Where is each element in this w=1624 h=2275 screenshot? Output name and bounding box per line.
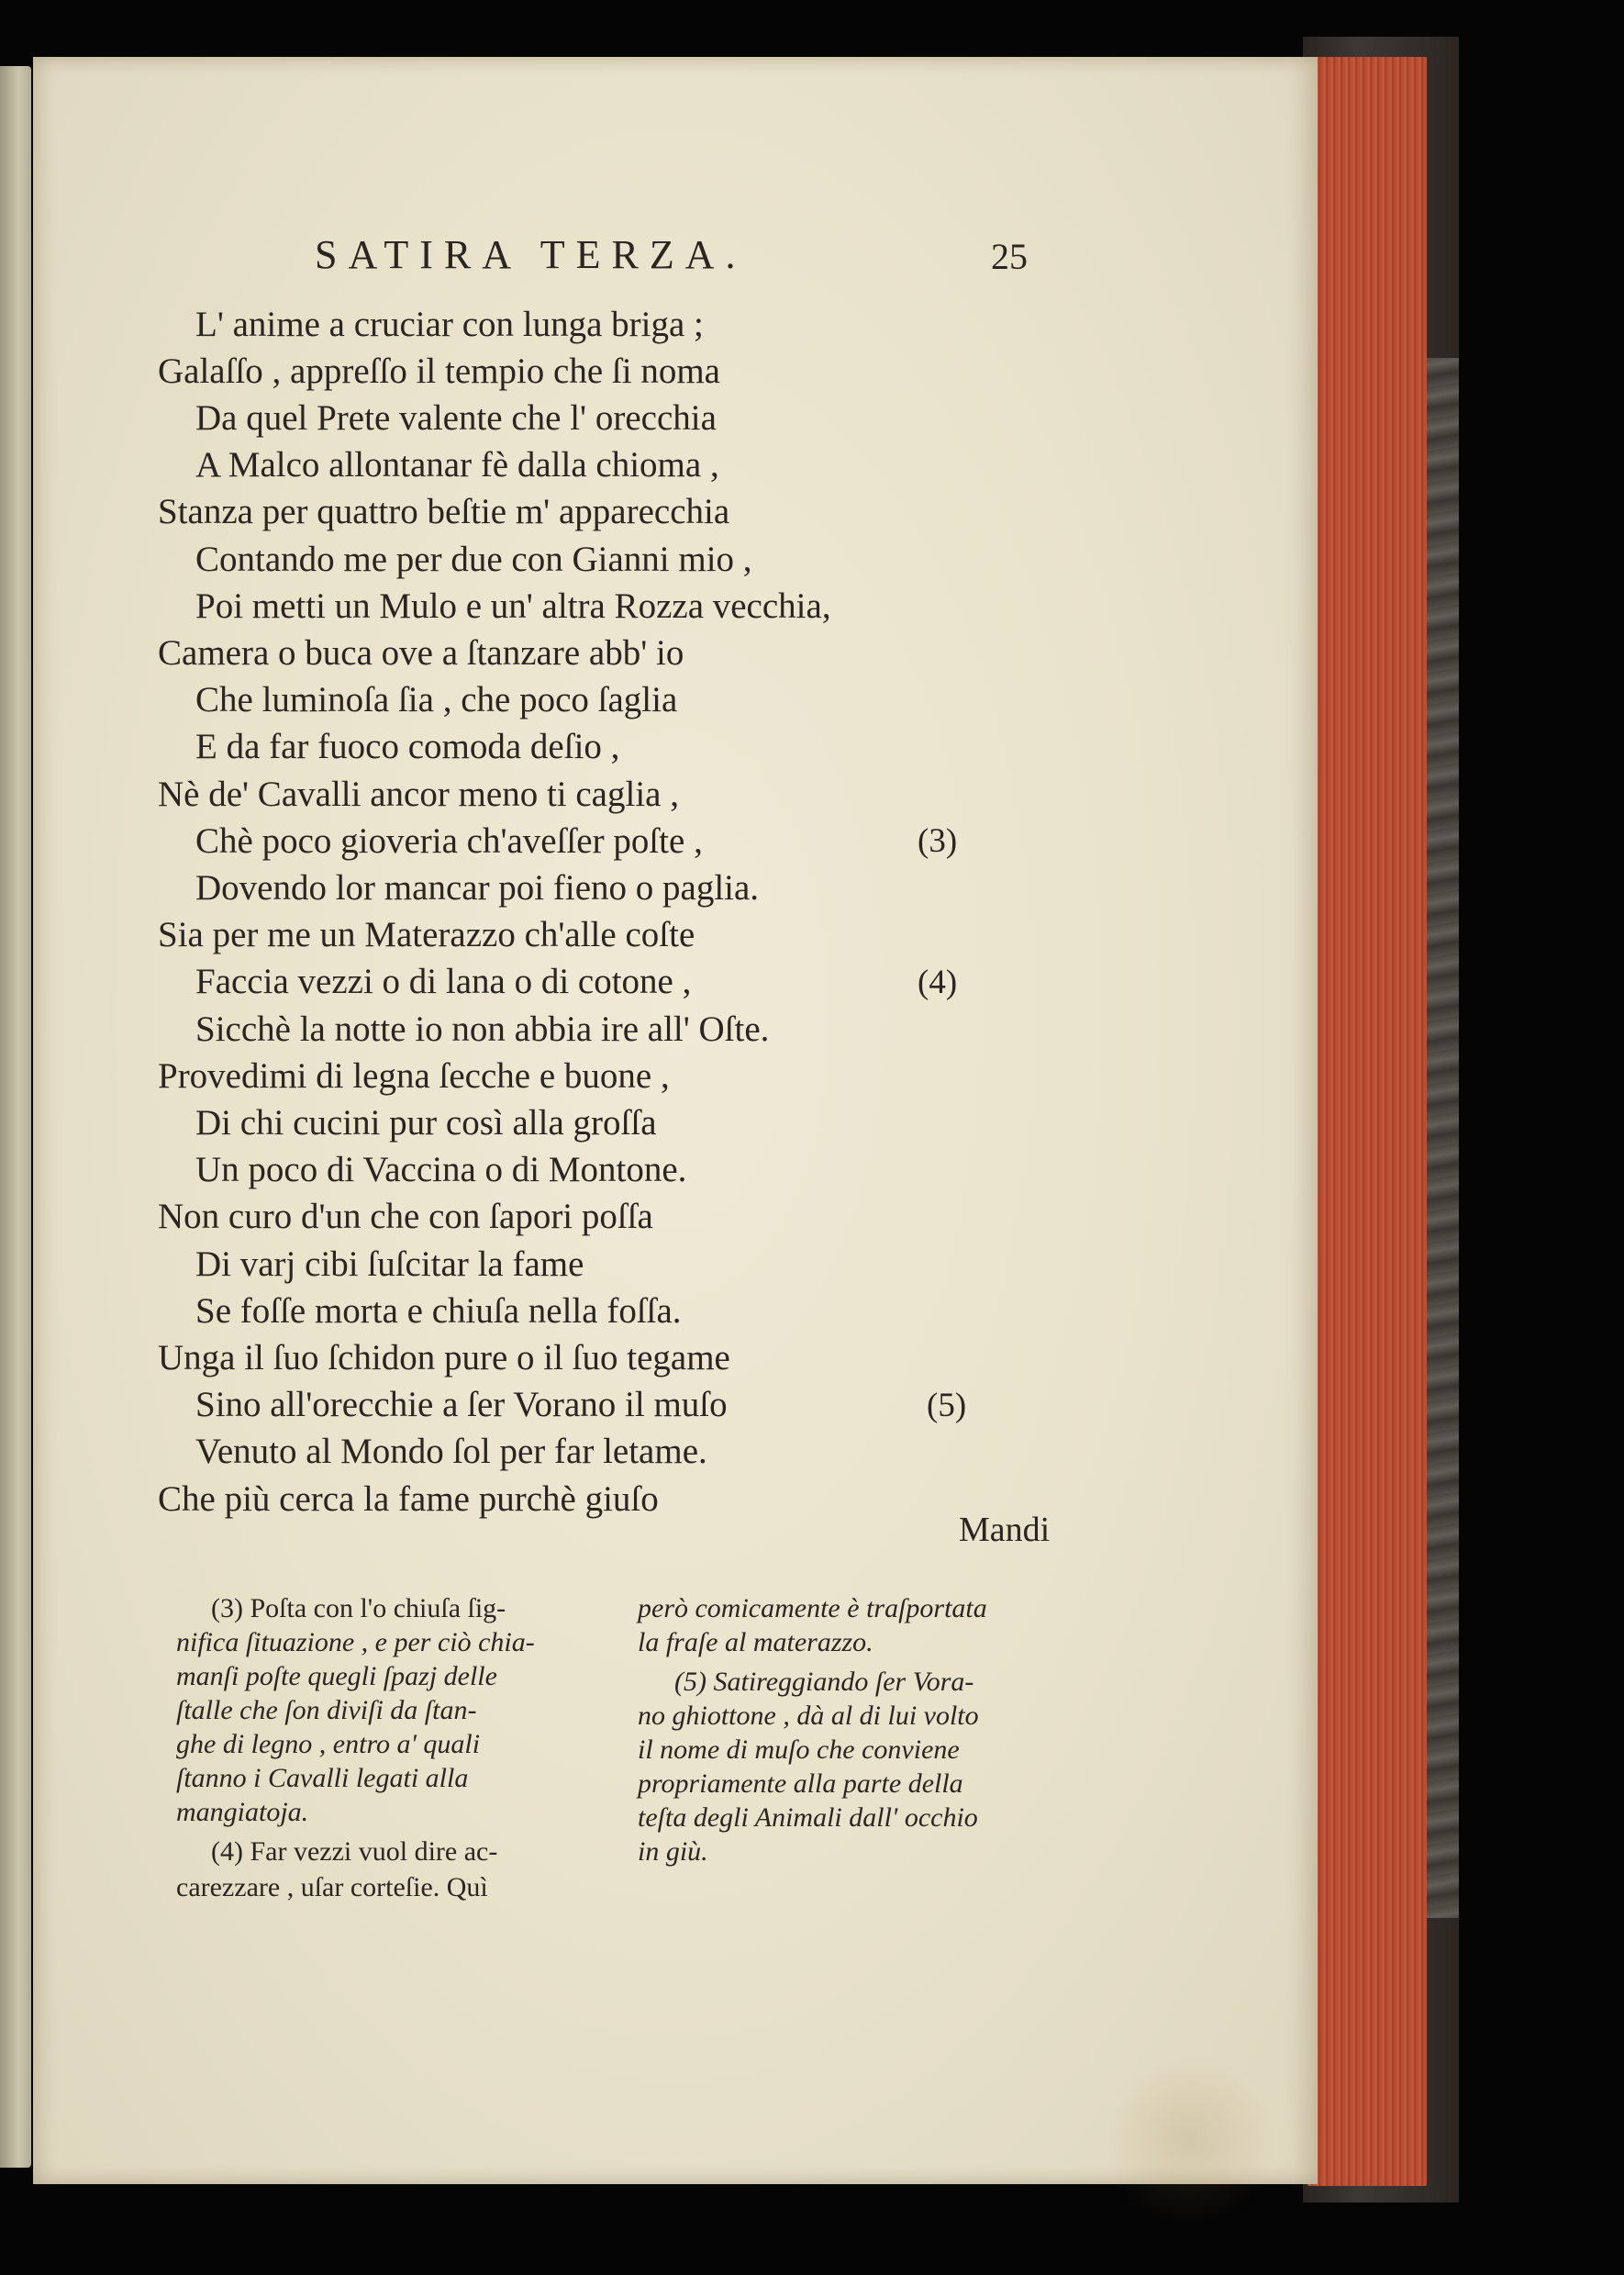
footnote-line: però comicamente è traſportata bbox=[638, 1593, 987, 1623]
footnote-line: no ghiottone , dà al di lui volto bbox=[638, 1701, 979, 1731]
page-number: 25 bbox=[991, 236, 1028, 277]
previous-page-edge bbox=[0, 66, 31, 2168]
verse-line: Da quel Prete valente che l' orecchia bbox=[195, 398, 717, 438]
note-reference: (5) bbox=[927, 1387, 967, 1424]
paper-stain bbox=[1097, 2058, 1281, 2223]
footnote-line: nifica ſituazione , e per ciò chia- bbox=[176, 1627, 535, 1657]
footnote-line: teſta degli Animali dall' occhio bbox=[638, 1802, 978, 1833]
footnote-line: mangiatoja. bbox=[176, 1797, 309, 1827]
footnote-line: manſi poſte quegli ſpazj delle bbox=[176, 1661, 497, 1691]
footnote-line: in giù. bbox=[638, 1836, 708, 1867]
verse-line: Nè de' Cavalli ancor meno ti caglia , bbox=[158, 775, 679, 814]
verse-line: Galaſſo , appreſſo il tempio che ſi noma bbox=[158, 351, 720, 391]
verse-line: Provedimi di legna ſecche e buone , bbox=[158, 1056, 670, 1096]
note-reference: (4) bbox=[918, 964, 958, 1001]
footnote-line: (5) Satireggiando ſer Vora- bbox=[674, 1667, 974, 1697]
verse-line: Di chi cucini pur così alla groſſa bbox=[195, 1103, 657, 1143]
verse-line: Dovendo lor mancar poi fieno o paglia. bbox=[195, 868, 760, 908]
verse-line: Un poco di Vaccina o di Montone. bbox=[195, 1150, 687, 1189]
verse-line: Contando me per due con Gianni mio , bbox=[195, 540, 752, 579]
verse-line: Che più cerca la fame purchè giuſo bbox=[158, 1479, 659, 1519]
footnote-line: la fraſe al materazzo. bbox=[638, 1627, 873, 1657]
verse-line: Sino all'orecchie a ſer Vorano il muſo bbox=[195, 1385, 728, 1424]
footnote-line: (3) Poſta con l'o chiuſa ſig- bbox=[211, 1593, 506, 1623]
footnote-line: propriamente alla parte della bbox=[638, 1768, 963, 1799]
footnote-line: ſtanno i Cavalli legati alla bbox=[176, 1763, 469, 1793]
verse-line: Non curo d'un che con ſapori poſſa bbox=[158, 1197, 653, 1236]
verse-line: Faccia vezzi o di lana o di cotone , bbox=[195, 962, 692, 1001]
catchword: Mandi bbox=[959, 1511, 1051, 1549]
verse-line: Venuto al Mondo ſol per far letame. bbox=[195, 1432, 707, 1471]
footnote-line: ſtalle che ſon diviſi da ſtan- bbox=[176, 1695, 477, 1725]
verse-line: Chè poco gioveria ch'aveſſer poſte , bbox=[195, 821, 703, 861]
verse-line: Poi metti un Mulo e un' altra Rozza vecchia, bbox=[195, 586, 831, 626]
footnote-line: (4) Far vezzi vuol dire ac- bbox=[211, 1836, 498, 1867]
note-reference: (3) bbox=[918, 822, 958, 860]
footnote-line: il nome di muſo che conviene bbox=[638, 1734, 960, 1765]
running-head: SATIRA TERZA. bbox=[315, 232, 747, 277]
verse-line: L' anime a cruciar con lunga briga ; bbox=[195, 305, 704, 344]
verse-line: E da far fuoco comoda deſio , bbox=[195, 727, 620, 766]
verse-line: Se foſſe morta e chiuſa nella foſſa. bbox=[195, 1291, 682, 1331]
verse-line: A Malco allontanar fè dalla chioma , bbox=[195, 445, 719, 485]
verse-line: Di varj cibi ſuſcitar la fame bbox=[195, 1244, 584, 1284]
footnote-line: ghe di legno , entro a' quali bbox=[176, 1729, 481, 1759]
verse-line: Sicchè la notte io non abbia ire all' Oſte. bbox=[195, 1009, 770, 1049]
verse-line: Stanza per quattro beſtie m' apparecchia bbox=[158, 492, 730, 531]
footnote-line: carezzare , uſar corteſie. Quì bbox=[176, 1872, 488, 1902]
verse-line: Sia per me un Materazzo ch'alle coſte bbox=[158, 915, 695, 954]
red-page-edges bbox=[1307, 57, 1427, 2186]
verse-line: Unga il ſuo ſchidon pure o il ſuo tegame bbox=[158, 1338, 730, 1377]
verse-line: Camera o buca ove a ſtanzare abb' io bbox=[158, 633, 684, 673]
verse-line: Che luminoſa ſia , che poco ſaglia bbox=[195, 680, 678, 719]
